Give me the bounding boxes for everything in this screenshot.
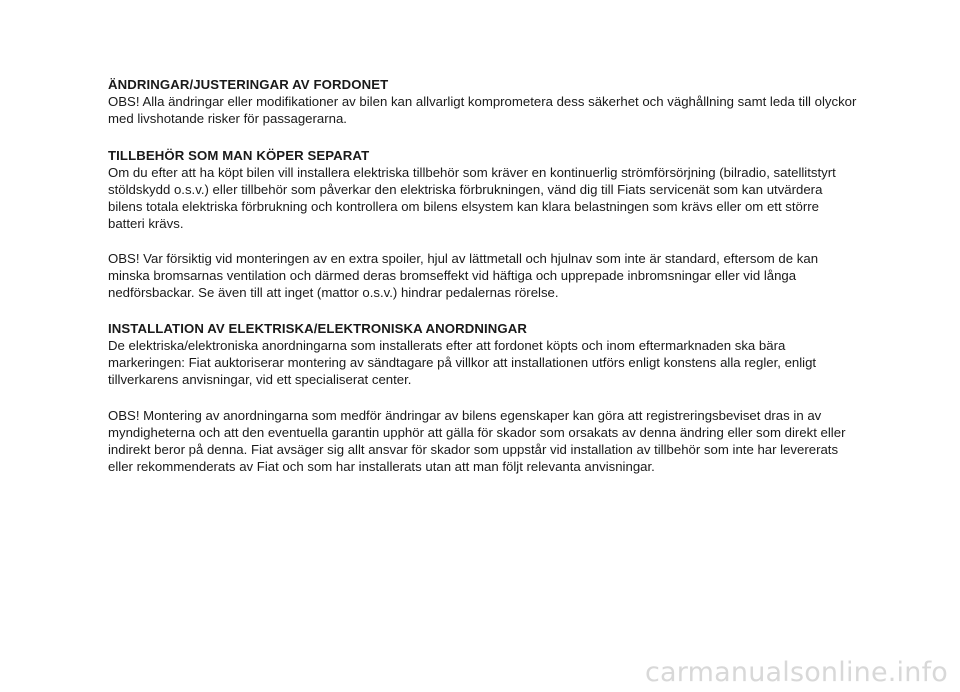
section-paragraph xyxy=(108,164,888,233)
paragraph-line: bilens totala elektriska förbrukning och kontrollera om bilens elsystem kan klara belastningen som krävs eller om ett större xyxy=(108,199,819,215)
paragraph-line: med livshotande risker för passagerarna. xyxy=(108,111,347,127)
section-heading: TILLBEHÖR SOM MAN KÖPER SEPARAT xyxy=(108,147,370,163)
paragraph-line: nedförsbackar. Se även till att inget (mattor o.s.v.) hindrar pedalernas rörelse. xyxy=(108,285,559,301)
paragraph-line: batteri krävs. xyxy=(108,216,184,232)
paragraph-line: OBS! Montering av anordningarna som medför ändringar av bilens egenskaper kan göra att registreringsbeviset dras in av xyxy=(108,407,822,423)
section-paragraph xyxy=(108,93,888,128)
section-vehicle-modifications xyxy=(108,76,888,128)
section-heading: INSTALLATION AV ELEKTRISKA/ELEKTRONISKA ANORDNINGAR xyxy=(108,320,528,336)
paragraph-line: De elektriska/elektroniska anordningarna som installerats efter att fordonet köpts och inom eftermarknaden ska bära xyxy=(108,337,786,353)
section-electrical-installation xyxy=(108,320,888,389)
section-paragraph xyxy=(108,407,888,476)
paragraph-line: myndigheterna och att den eventuella garantin upphör att gälla för skador som orsakats av denna ändring eller som direkt eller xyxy=(108,424,846,440)
paragraph-line: minska bromsarnas ventilation och därmed deras bromseffekt vid häftiga och upprepade inbromsningar eller vid långa xyxy=(108,268,797,284)
paragraph-line: OBS! Var försiktig vid monteringen av en extra spoiler, hjul av lättmetall och hjulnav som inte är standard, eftersom de kan xyxy=(108,250,819,266)
section-paragraph xyxy=(108,250,888,302)
paragraph-line: Om du efter att ha köpt bilen vill installera elektriska tillbehör som kräver en kontinuerlig strömförsörjning (bilradio, satellitstyrt xyxy=(108,164,836,180)
document-page xyxy=(108,76,888,476)
section-spoiler-warning xyxy=(108,250,888,302)
section-separate-accessories xyxy=(108,147,888,233)
section-installation-warning xyxy=(108,407,888,476)
paragraph-line: markeringen: Fiat auktoriserar montering av sändtagare på villkor att installationen utförs enligt konstens alla regler, enligt xyxy=(108,354,817,370)
section-heading: ÄNDRINGAR/JUSTERINGAR AV FORDONET xyxy=(108,77,389,92)
paragraph-line: eller rekommenderats av Fiat och som har installerats utan att man följt relevanta anvisningar. xyxy=(108,459,655,475)
paragraph-line: tillverkarens anvisningar, vid ett specialiserat center. xyxy=(108,372,412,388)
paragraph-line: OBS! Alla ändringar eller modifikationer av bilen kan allvarligt komprometera dess säkerhet och väghållning samt leda till olyckor xyxy=(108,94,857,109)
paragraph-line: stöldskydd o.s.v.) eller tillbehör som påverkar den elektriska förbrukningen, vänd dig till Fiats servicenät som kan utvärdera xyxy=(108,181,823,197)
site-watermark: carmanualsonline.info xyxy=(645,657,948,688)
paragraph-line: indirekt beror på denna. Fiat avsäger sig allt ansvar för skador som uppstår vid installation av tillbehör som inte har levererats xyxy=(108,442,839,458)
section-paragraph xyxy=(108,337,888,389)
